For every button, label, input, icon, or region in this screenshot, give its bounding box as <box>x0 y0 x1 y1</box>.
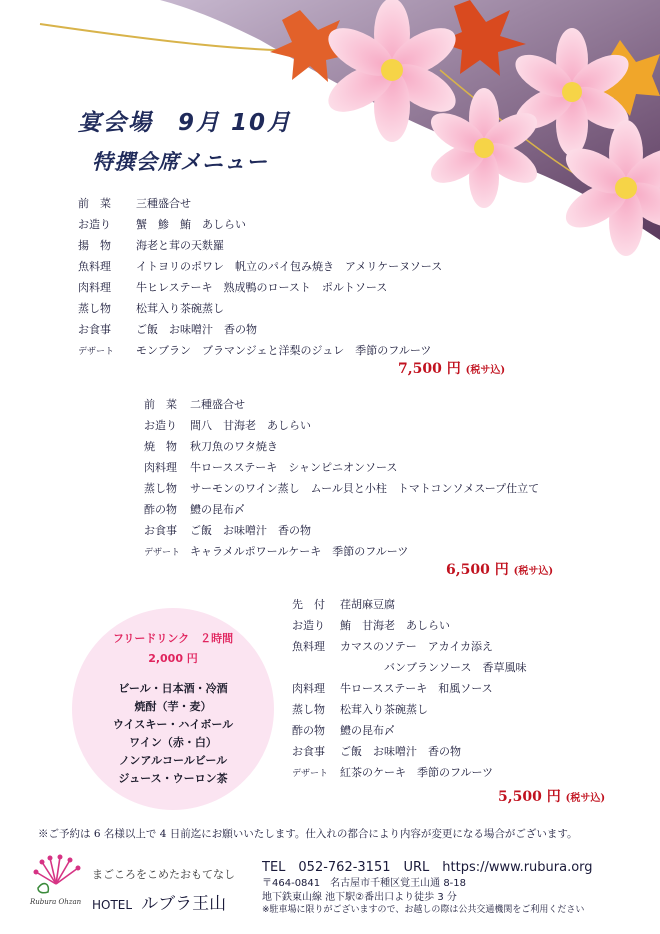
course-label: 肉料理 <box>78 281 111 294</box>
menu-row <box>78 277 442 298</box>
course-label: デザート <box>144 548 181 558</box>
price-5500 <box>498 786 605 806</box>
free-drink-badge <box>72 608 274 810</box>
menu-row <box>144 436 539 457</box>
course-text: 松茸入り茶碗蒸し <box>136 302 224 315</box>
course-text: ご飯 お味噌汁 香の物 <box>136 323 257 336</box>
course-text: 間八 甘海老 あしらい <box>190 419 311 432</box>
menu-row <box>144 394 539 415</box>
logo-text: Rubura Ohzan <box>30 898 82 906</box>
course-label: お造り <box>292 619 325 632</box>
drink-item: ジュース・ウーロン茶 <box>118 772 228 785</box>
menu-row <box>144 415 539 436</box>
course-label: デザート <box>292 769 329 779</box>
drink-item: ウイスキー・ハイボール <box>112 718 234 731</box>
drink-item: ノンアルコールビール <box>118 754 228 767</box>
menu-row <box>144 478 539 499</box>
price-6500 <box>446 559 553 579</box>
course-label: 蒸し物 <box>78 302 111 315</box>
course-label: 酢の物 <box>292 724 325 737</box>
menu-row <box>144 520 539 541</box>
course-label: 蒸し物 <box>292 703 325 716</box>
menu-row <box>144 457 539 478</box>
tax-note: (税サ込) <box>565 793 606 804</box>
course-text: 牛ヒレステーキ 熟成鴨のロースト ポルトソース <box>136 281 388 294</box>
hotel-name-text: ルブラ王山 <box>141 894 227 914</box>
tagline: まごころをこめたおもてなし <box>92 868 235 881</box>
menu-row <box>78 193 442 214</box>
course-text: 鮪 甘海老 あしらい <box>340 619 450 632</box>
course-text: 三種盛合せ <box>136 197 191 210</box>
menu-row <box>78 319 442 340</box>
course-text: 紅茶のケーキ 季節のフルーツ <box>340 766 494 779</box>
course-label: 肉料理 <box>144 461 177 474</box>
course-menu-5500 <box>292 594 526 783</box>
course-label: 蒸し物 <box>144 482 177 495</box>
course-label: お食事 <box>78 323 111 336</box>
menu-row <box>78 340 442 361</box>
course-text: 松茸入り茶碗蒸し <box>340 703 428 716</box>
price-7500 <box>398 358 505 378</box>
course-text: 牛ロースステーキ 和風ソース <box>340 682 493 695</box>
free-drink-list <box>72 680 274 788</box>
free-drink-title: フリードリンク ２時間 <box>112 632 234 645</box>
course-label: お造り <box>78 218 111 231</box>
course-text: 秋刀魚のワタ焼き <box>190 440 278 453</box>
course-label: お食事 <box>144 524 177 537</box>
menu-row <box>78 256 442 277</box>
course-label: デザート <box>78 347 115 357</box>
course-label: 魚料理 <box>292 640 325 653</box>
course-label: お造り <box>144 419 177 432</box>
course-text: カマスのソテー アカイカ添え <box>340 640 494 653</box>
course-label: 前 菜 <box>78 197 111 210</box>
course-label: お食事 <box>292 745 325 758</box>
price-value: 7,500 円 <box>398 361 461 377</box>
menu-row <box>78 214 442 235</box>
course-text: 鱧の昆布〆 <box>340 724 395 737</box>
access: 地下鉄東山線 池下駅②番出口より徒歩 3 分 <box>262 892 457 903</box>
drink-item: ビール・日本酒・冷酒 <box>118 682 228 695</box>
menu-row <box>292 594 526 615</box>
course-label: 酢の物 <box>144 503 177 516</box>
menu-row <box>292 762 526 783</box>
contact-tel-url: TEL 052-762-3151 URL https://www.rubura.org <box>262 860 593 875</box>
course-text: 蟹 鯵 鮪 あしらい <box>136 218 246 231</box>
hotel-logo-icon <box>28 854 86 906</box>
hotel-name <box>92 889 226 914</box>
course-text: ご飯 お味噌汁 香の物 <box>340 745 461 758</box>
course-text: イトヨリのポワレ 帆立のパイ包み焼き アメリケーヌソース <box>136 260 443 273</box>
price-value: 6,500 円 <box>446 562 509 578</box>
menu-row <box>292 636 526 657</box>
reservation-note: ※ご予約は 6 名様以上で 4 日前迄にお願いいたします。仕入れの都合により内容が変更になる場合がございます。 <box>38 828 578 840</box>
course-text: 二種盛合せ <box>190 398 245 411</box>
course-text: 鱧の昆布〆 <box>190 503 245 516</box>
course-text: 荏胡麻豆腐 <box>340 598 395 611</box>
course-label: 魚料理 <box>78 260 111 273</box>
page-title-line2: 特撰会席メニュー <box>92 150 268 174</box>
course-label: 揚 物 <box>78 239 111 252</box>
address: 〒464-0841 名古屋市千種区覚王山通 8-18 <box>262 878 467 889</box>
menu-row <box>144 499 539 520</box>
menu-row <box>292 699 526 720</box>
menu-row <box>78 235 442 256</box>
course-text: モンブラン ブラマンジェと洋梨のジュレ 季節のフルーツ <box>136 344 432 357</box>
course-text: キャラメルポワールケーキ 季節のフルーツ <box>190 545 409 558</box>
menu-row <box>292 741 526 762</box>
drink-item: ワイン（赤・白） <box>129 736 217 749</box>
course-text: 海老と茸の天麩羅 <box>136 239 224 252</box>
course-label: 前 菜 <box>144 398 177 411</box>
course-text: サーモンのワイン蒸し ムール貝と小柱 トマトコンソメスープ仕立て <box>190 482 540 495</box>
course-menu-7500 <box>78 193 442 361</box>
menu-row <box>78 298 442 319</box>
menu-row <box>292 678 526 699</box>
course-menu-6500 <box>144 394 539 562</box>
course-label: 肉料理 <box>292 682 325 695</box>
hotel-prefix: HOTEL <box>92 898 133 912</box>
course-text: 牛ロースステーキ シャンピニオンソース <box>190 461 398 474</box>
tax-note: (税サ込) <box>513 566 554 577</box>
drink-item: 焼酎（芋・麦） <box>134 700 212 713</box>
parking-note: ※駐車場に限りがございますので、お越しの際は公共交通機関をご利用ください <box>262 905 585 915</box>
course-text: ご飯 お味噌汁 香の物 <box>190 524 311 537</box>
course-label: 先 付 <box>292 598 325 611</box>
menu-row <box>292 657 526 678</box>
tax-note: (税サ込) <box>465 365 506 376</box>
menu-row <box>292 615 526 636</box>
course-text: バンブランソース 香草風味 <box>340 661 527 674</box>
course-label: 焼 物 <box>144 440 177 453</box>
menu-row <box>292 720 526 741</box>
page-title-line1: 宴会場 9月 10月 <box>78 110 293 136</box>
free-drink-price: 2,000 円 <box>148 652 198 665</box>
price-value: 5,500 円 <box>498 789 561 805</box>
